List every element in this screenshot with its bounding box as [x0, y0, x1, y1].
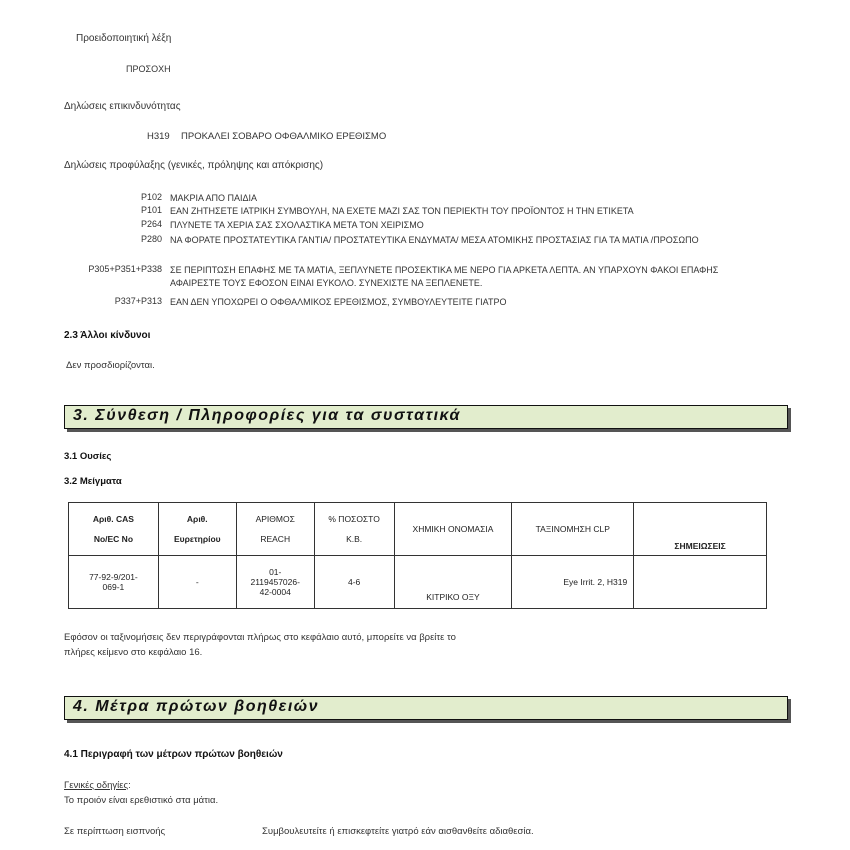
header-cas: Αριθ. CAS Νο/EC Νο	[69, 503, 159, 556]
header-index: Αριθ. Ευρετηρίου	[158, 503, 236, 556]
table-header-row	[69, 503, 767, 556]
precaution-statement	[70, 192, 770, 205]
precaution-statement	[70, 205, 770, 218]
precaution-statement	[70, 219, 770, 232]
precaution-statement	[70, 296, 770, 309]
header-reach: ΑΡΙΘΜΟΣ REACH	[236, 503, 314, 556]
hazard-text: ΠΡΟΚΑΛΕΙ ΣΟΒΑΡΟ ΟΦΘΑΛΜΙΚΟ ΕΡΕΘΙΣΜΟ	[181, 131, 387, 142]
signal-word-label: Προειδοποιητική λέξη	[76, 33, 172, 44]
precaution-code: P264	[140, 219, 162, 229]
precaution-text: ΕΑΝ ΖΗΤΗΣΕΤΕ ΙΑΤΡΙΚΗ ΣΥΜΒΟΥΛΗ, ΝΑ ΕΧΕΤΕ ΜΑΖΙ ΣΑΣ ΤΟΝ ΠΕΡΙΕΚΤΗ ΤΟΥ ΠΡΟΪΟΝΤΟΣ Η ΤΗΝ ΕΤΙΚΕΤΑ	[170, 206, 634, 216]
header-clp: ΤΑΞΙΝΟΜΗΣΗ CLP	[512, 503, 634, 556]
cell-notes	[634, 556, 767, 609]
cell-reach: 01- 2119457026- 42-0004	[236, 556, 314, 609]
first-aid-description-heading: 4.1 Περιγραφή των μέτρων πρώτων βοηθειών	[64, 749, 283, 760]
cell-chemical-name: ΚΙΤΡΙΚΟ ΟΞΥ	[394, 556, 512, 609]
section-3-title: 3. Σύνθεση / Πληροφορίες για τα συστατικά	[73, 407, 461, 424]
precaution-text: ΠΛΥΝΕΤΕ ΤΑ ΧΕΡΙΑ ΣΑΣ ΣΧΟΛΑΣΤΙΚΑ ΜΕΤΑ ΤΟΝ ΧΕΙΡΙΣΜΟ	[170, 220, 424, 230]
other-hazards-heading: 2.3 Άλλοι κίνδυνοι	[64, 330, 151, 341]
table-row	[69, 556, 767, 609]
cell-percent: 4-6	[314, 556, 394, 609]
precaution-text: ΜΑΚΡΙΑ ΑΠΟ ΠΑΙΔΙΑ	[170, 193, 258, 203]
mixtures-heading: 3.2 Μείγματα	[64, 476, 122, 487]
precaution-code: P305+P351+P338	[88, 264, 162, 274]
inhalation-text: Συμβουλευτείτε ή επισκεφτείτε γιατρό εάν αισθανθείτε αδιαθεσία.	[262, 826, 534, 837]
hazard-statements-label: Δηλώσεις επικινδυνότητας	[64, 101, 181, 112]
precaution-code: P280	[140, 234, 162, 244]
general-instructions-label: Γενικές οδηγίες:	[64, 780, 131, 791]
mixtures-table	[68, 502, 767, 609]
precaution-statement	[70, 234, 770, 247]
precaution-code: P101	[140, 205, 162, 215]
precaution-text: ΕΑΝ ΔΕΝ ΥΠΟΧΩΡΕΙ Ο ΟΦΘΑΛΜΙΚΟΣ ΕΡΕΘΙΣΜΟΣ, ΣΥΜΒΟΥΛΕΥΤΕΙΤΕ ΓΙΑΤΡΟ	[170, 297, 507, 307]
cell-cas: 77-92-9/201- 069-1	[69, 556, 159, 609]
precaution-code: P102	[140, 192, 162, 202]
section-4-header	[64, 696, 788, 720]
general-instructions-text: Το προιόν είναι ερεθιστικό στα μάτια.	[64, 795, 219, 806]
header-notes: ΣΗΜΕΙΩΣΕΙΣ	[634, 503, 767, 556]
hazard-code: H319	[147, 131, 170, 142]
precautionary-statements-label: Δηλώσεις προφύλαξης (γενικές, πρόληψης και απόκρισης)	[64, 160, 324, 171]
other-hazards-text: Δεν προσδιορίζονται.	[66, 360, 155, 371]
signal-word: ΠΡΟΣΟΧΗ	[126, 64, 171, 74]
precaution-text: ΝΑ ΦΟΡΑΤΕ ΠΡΟΣΤΑΤΕΥΤΙΚΑ ΓΑΝΤΙΑ/ ΠΡΟΣΤΑΤΕΥΤΙΚΑ ΕΝΔΥΜΑΤΑ/ ΜΕΣΑ ΑΤΟΜΙΚΗΣ ΠΡΟΣΤΑΣΙΑΣ ΓΙΑ ΤΑ ΜΑΤΙΑ /ΠΡΟΣΩΠΟ	[170, 235, 699, 245]
section-3-header	[64, 405, 788, 429]
cell-index: -	[158, 556, 236, 609]
precaution-statement	[70, 264, 770, 290]
precaution-code: P337+P313	[114, 296, 162, 306]
substances-heading: 3.1 Ουσίες	[64, 451, 112, 462]
inhalation-label: Σε περίπτωση εισπνοής	[64, 826, 166, 837]
classification-note-line2: πλήρες κείμενο στο κεφάλαιο 16.	[64, 647, 203, 658]
classification-note-line1: Εφόσον οι ταξινομήσεις δεν περιγράφονται πλήρως στο κεφάλαιο αυτό, μπορείτε να βρείτε το	[64, 632, 456, 643]
precaution-text: ΣΕ ΠΕΡΙΠΤΩΣΗ ΕΠΑΦΗΣ ΜΕ ΤΑ ΜΑΤΙΑ, ΞΕΠΛΥΝΕΤΕ ΠΡΟΣΕΚΤΙΚΑ ΜΕ ΝΕΡΟ ΓΙΑ ΑΡΚΕΤΑ ΛΕΠΤΑ. ΑΝ ΥΠΑΡΧΟΥΝ ΦΑΚΟΙ ΕΠΑΦΗΣ ΑΦΑΙΡΕΣΤΕ ΤΟΥΣ ΕΦΟΣΟΝ ΕΙΝΑΙ ΕΥΚΟΛΟ. ΣΥΝΕΧΙΣΤΕ ΝΑ ΞΕΠΛΕΝΕΤΕ.	[170, 265, 719, 288]
header-chemical-name: ΧΗΜΙΚΗ ΟΝΟΜΑΣΙΑ	[394, 503, 512, 556]
cell-clp: Eye Irrit. 2, H319	[512, 556, 634, 609]
section-4-title: 4. Μέτρα πρώτων βοηθειών	[73, 698, 320, 715]
header-percent: % ΠΟΣΟΣΤΟ Κ.Β.	[314, 503, 394, 556]
